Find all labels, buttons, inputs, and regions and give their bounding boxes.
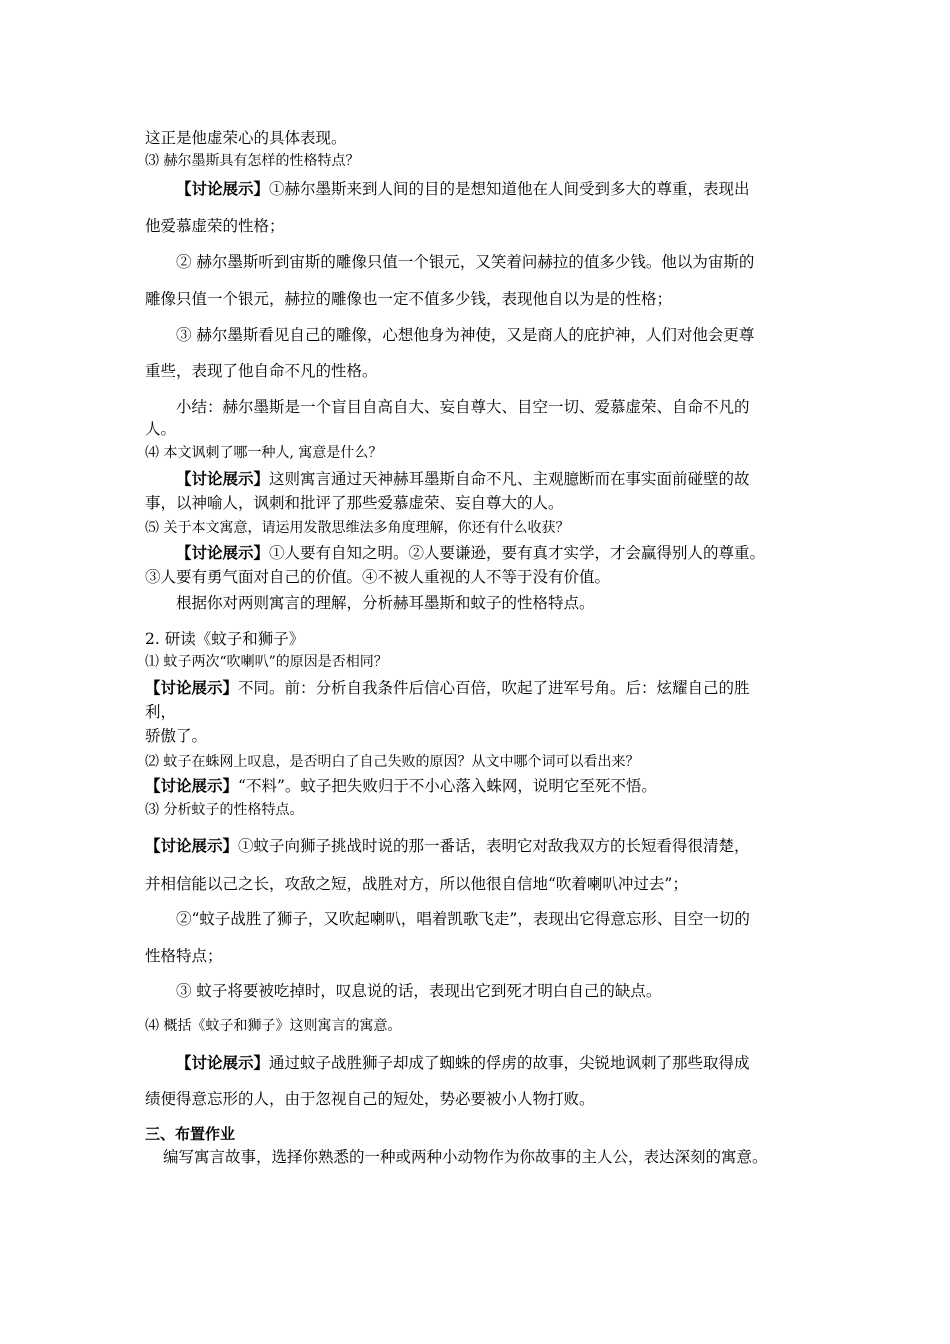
paragraph: 【讨论展示】“不料”。蚊子把失败归于不小心落入蛛网，说明它至死不悟。 [145, 776, 657, 795]
discussion-label: 【讨论展示】 [176, 1053, 270, 1072]
discussion-label: 【讨论展示】 [176, 179, 270, 198]
text-line: 根据你对两则寓言的理解，分析赫耳墨斯和蚊子的性格特点。 [176, 594, 595, 612]
text-line: 他爱慕虚荣的性格； [145, 217, 285, 235]
text-line: 人。 [145, 420, 177, 438]
paragraph: 【讨论展示】①蚊子向狮子挑战时说的那一番话，表明它对敌我双方的长短看得很清楚， [145, 836, 750, 855]
discussion-label: 【讨论展示】 [145, 776, 239, 795]
text-line: 性格特点； [145, 947, 223, 965]
text-line: ③ 蚊子将要被吃掉时，叹息说的话，表现出它到死才明白自己的缺点。 [176, 982, 662, 1000]
question-3: ⑶ 赫尔墨斯具有怎样的性格特点？ [145, 153, 360, 169]
question-2: ⑵ 蚊子在蛛网上叹息，是否明白了自己失败的原因？从文中哪个词可以看出来？ [145, 754, 640, 770]
discussion-label: 【讨论展示】 [176, 469, 270, 488]
section-heading-homework: 三、布置作业 [145, 1125, 236, 1143]
text-line: 雕像只值一个银元，赫拉的雕像也一定不值多少钱，表现他自以为是的性格； [145, 290, 673, 308]
paragraph: 【讨论展示】通过蚊子战胜狮子却成了蜘蛛的俘虏的故事，尖锐地讽刺了那些取得成 [176, 1053, 750, 1072]
text-line: ②“蚊子战胜了狮子，又吹起喇叭，唱着凯歌飞走”，表现出它得意忘形、目空一切的 [176, 910, 750, 928]
text-line: 并相信能以己之长，攻敌之短，战胜对方，所以他很自信地“吹着喇叭冲过去”； [145, 875, 688, 893]
discussion-label: 【讨论展示】 [145, 836, 239, 855]
question-3: ⑶ 分析蚊子的性格特点。 [145, 802, 304, 818]
paragraph: 【讨论展示】不同。前：分析自我条件后信心百倍，吹起了进军号角。后：炫耀自己的胜 [145, 678, 750, 697]
text-line: ③人要有勇气面对自己的价值。④不被人重视的人不等于没有价值。 [145, 568, 611, 586]
paragraph: 【讨论展示】①人要有自知之明。②人要谦逊，要有真才实学，才会赢得别人的尊重。 [176, 543, 766, 562]
question-4: ⑷ 本文讽刺了哪一种人, 寓意是什么？ [145, 445, 383, 461]
summary-line: 小结：赫尔墨斯是一个盲目自高自大、妄自尊大、目空一切、爱慕虚荣、自命不凡的 [176, 398, 750, 416]
text-line: ③ 赫尔墨斯看见自己的雕像，心想他身为神使，又是商人的庇护神，人们对他会更尊 [176, 326, 755, 344]
paragraph: 【讨论展示】①赫尔墨斯来到人间的目的是想知道他在人间受到多大的尊重，表现出 [176, 179, 750, 198]
question-1: ⑴ 蚊子两次“吹喇叭”的原因是否相同？ [145, 654, 388, 670]
text-line: 这正是他虚荣心的具体表现。 [145, 129, 347, 147]
text-line: 绩便得意忘形的人，由于忽视自己的短处，势必要被小人物打败。 [145, 1090, 595, 1108]
text-line: 骄傲了。 [145, 727, 208, 745]
text-line: 重些，表现了他自命不凡的性格。 [145, 362, 378, 380]
homework-text: 编写寓言故事，选择你熟悉的一种或两种小动物作为你故事的主人公，表达深刻的寓意。 [163, 1148, 768, 1166]
discussion-label: 【讨论展示】 [176, 543, 270, 562]
text-line: ② 赫尔墨斯听到宙斯的雕像只值一个银元，又笑着问赫拉的值多少钱。他以为宙斯的 [176, 253, 755, 271]
text-line: 利， [145, 703, 177, 721]
question-4: ⑷ 概括《蚊子和狮子》这则寓言的寓意。 [145, 1018, 402, 1034]
section-heading: 2. 研读《蚊子和狮子》 [145, 630, 305, 648]
text-line: 事，以神喻人，讽刺和批评了那些爱慕虚荣、妄自尊大的人。 [145, 494, 564, 512]
paragraph: 【讨论展示】这则寓言通过天神赫耳墨斯自命不凡、主观臆断而在事实面前碰壁的故 [176, 469, 750, 488]
question-5: ⑸ 关于本文寓意，请运用发散思维法多角度理解，你还有什么收获？ [145, 520, 570, 536]
discussion-label: 【讨论展示】 [145, 678, 239, 697]
